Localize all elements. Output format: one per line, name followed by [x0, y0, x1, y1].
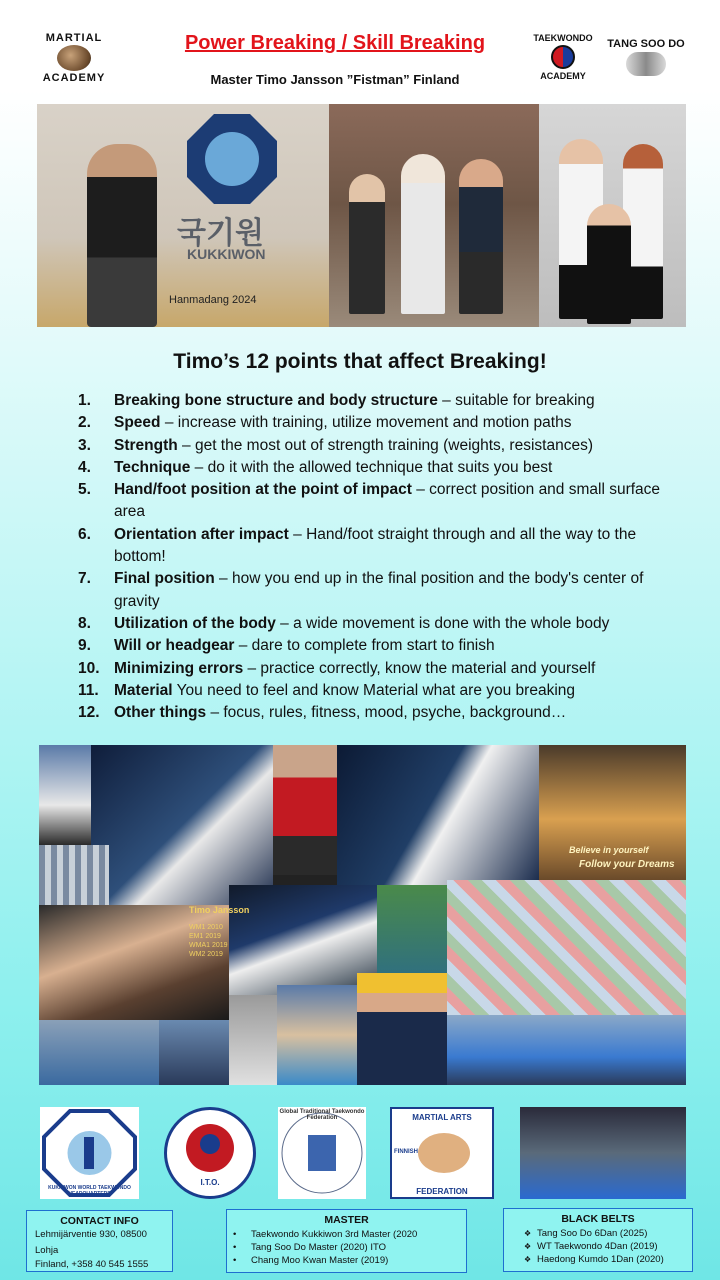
kukkiwon-korean-sign: 국기원	[177, 217, 264, 250]
ito-logo	[164, 1107, 256, 1199]
collage-photo	[229, 995, 277, 1085]
ito-logo-text: I.T.O.	[200, 1178, 220, 1187]
contact-address: Lehmijärventie 930, 08500 Lohja	[35, 1229, 147, 1256]
fmaf-logo-side: FINNISH	[394, 1149, 418, 1155]
black-belts-list	[504, 1227, 692, 1266]
list-item: 6. Orientation after impact – Hand/foot straight through and all the way to the bottom!	[78, 525, 637, 566]
black-belts-box	[503, 1208, 693, 1272]
tang-soo-do-logo	[606, 30, 686, 84]
logo-text-top: MARTIAL	[45, 32, 103, 44]
photo-kukkiwon	[37, 104, 329, 327]
logo-text-bottom: ACADEMY	[540, 71, 586, 81]
person-figure	[349, 174, 385, 314]
contact-phone: Finland, +358 40 545 1555	[35, 1259, 149, 1270]
points-list	[78, 390, 678, 724]
logo-text-bottom: ACADEMY	[42, 72, 106, 84]
list-item: 11. Material You need to feel and know Material what are you breaking	[78, 681, 576, 699]
person-figure	[401, 154, 445, 314]
person-figure	[459, 159, 503, 314]
kukkiwon-sign: KUKKIWON	[187, 246, 266, 262]
master-box	[226, 1209, 467, 1273]
collage-poster	[539, 745, 686, 880]
list-item: • Tang Soo Do Master (2020) ITO	[227, 1241, 466, 1254]
collage-photo	[39, 745, 91, 845]
collage-photo	[357, 973, 447, 1085]
master-heading: MASTER	[324, 1214, 369, 1226]
person-figure	[87, 144, 157, 327]
list-item: ❖ Tang Soo Do 6Dan (2025)	[504, 1227, 692, 1240]
fmaf-logo-top: MARTIAL ARTS	[412, 1113, 472, 1122]
fmaf-logo-bottom: FEDERATION	[416, 1187, 468, 1196]
list-item: • Chang Moo Kwan Master (2019)	[227, 1254, 466, 1267]
points-heading: Timo’s 12 points that affect Breaking!	[173, 350, 547, 373]
fist-icon	[392, 1109, 492, 1197]
collage-photo	[273, 745, 337, 875]
list-item: 2. Speed – increase with training, utilize movement and motion paths	[78, 414, 572, 432]
person-figure	[587, 204, 631, 324]
collage-photo	[447, 1015, 686, 1085]
logo-text: TANG SOO DO	[607, 38, 685, 50]
collage-photo	[39, 1020, 159, 1085]
list-item: 8. Utilization of the body – a wide movement is done with the whole body	[78, 614, 610, 632]
list-item: 4. Technique – do it with the allowed technique that suits you best	[78, 458, 553, 476]
contact-heading: CONTACT INFO	[60, 1215, 139, 1227]
page-title: Power Breaking / Skill Breaking	[184, 32, 486, 54]
yin-yang-icon	[551, 45, 575, 69]
collage-photo	[159, 1020, 229, 1085]
fist-icon	[57, 45, 91, 71]
gtt-logo	[278, 1107, 366, 1199]
taekwondo-academy-logo	[528, 30, 598, 84]
list-item: • Taekwondo Kukkiwon 3rd Master (2020	[227, 1228, 466, 1241]
fist-icon	[626, 52, 666, 76]
collage-photo	[91, 745, 273, 905]
list-item: 10. Minimizing errors – practice correctly, know the material and yourself	[78, 659, 596, 677]
collage-photo	[277, 985, 357, 1085]
name-caption: Timo Jansson	[189, 905, 250, 915]
martial-academy-logo	[36, 28, 112, 88]
list-item: 12. Other things – focus, rules, fitness, mood, psyche, background…	[78, 704, 567, 722]
list-item: 5. Hand/foot position at the point of impact – correct position and small surface area	[78, 481, 661, 521]
master-list	[227, 1228, 466, 1267]
kukkiwon-logo-text: KUKKIWON WORLD TAEKWONDO HEADQUARTERS	[48, 1185, 131, 1197]
gtt-logo-text: Global Traditional Taekwondo Federation	[279, 1109, 365, 1121]
black-belts-heading: BLACK BELTS	[561, 1213, 635, 1225]
list-item: 3. Strength – get the most out of strength training (weights, resistances)	[78, 436, 593, 454]
photo-collage	[39, 745, 686, 1085]
page-subtitle: Master Timo Jansson ”Fistman” Finland	[210, 72, 460, 87]
believe-caption: Believe in yourself	[569, 845, 649, 855]
hanmadang-caption: Hanmadang 2024	[169, 294, 257, 306]
results-caption: WM1 2010 EM1 2019 WMA1 2019 WM2 2019	[189, 924, 228, 958]
collage-photo	[447, 880, 686, 1015]
fmaf-logo	[390, 1107, 494, 1199]
list-item: ❖ WT Taekwondo 4Dan (2019)	[504, 1240, 692, 1253]
follow-caption: Follow your Dreams	[579, 859, 675, 870]
list-item: 7. Final position – how you end up in the final position and the body's center of gravity	[78, 570, 644, 610]
competition-photo	[520, 1107, 686, 1199]
photo-award-group	[329, 104, 539, 327]
list-item: 1. Breaking bone structure and body structure – suitable for breaking	[78, 392, 595, 409]
photo-family-dobok	[539, 104, 686, 327]
collage-photo	[337, 745, 539, 885]
logo-text-top: TAEKWONDO	[533, 33, 593, 43]
contact-info-box	[26, 1210, 173, 1272]
kukkiwon-logo	[40, 1107, 139, 1199]
list-item: 9. Will or headgear – dare to complete from start to finish	[78, 637, 495, 655]
list-item: ❖ Haedong Kumdo 1Dan (2020)	[504, 1253, 692, 1266]
